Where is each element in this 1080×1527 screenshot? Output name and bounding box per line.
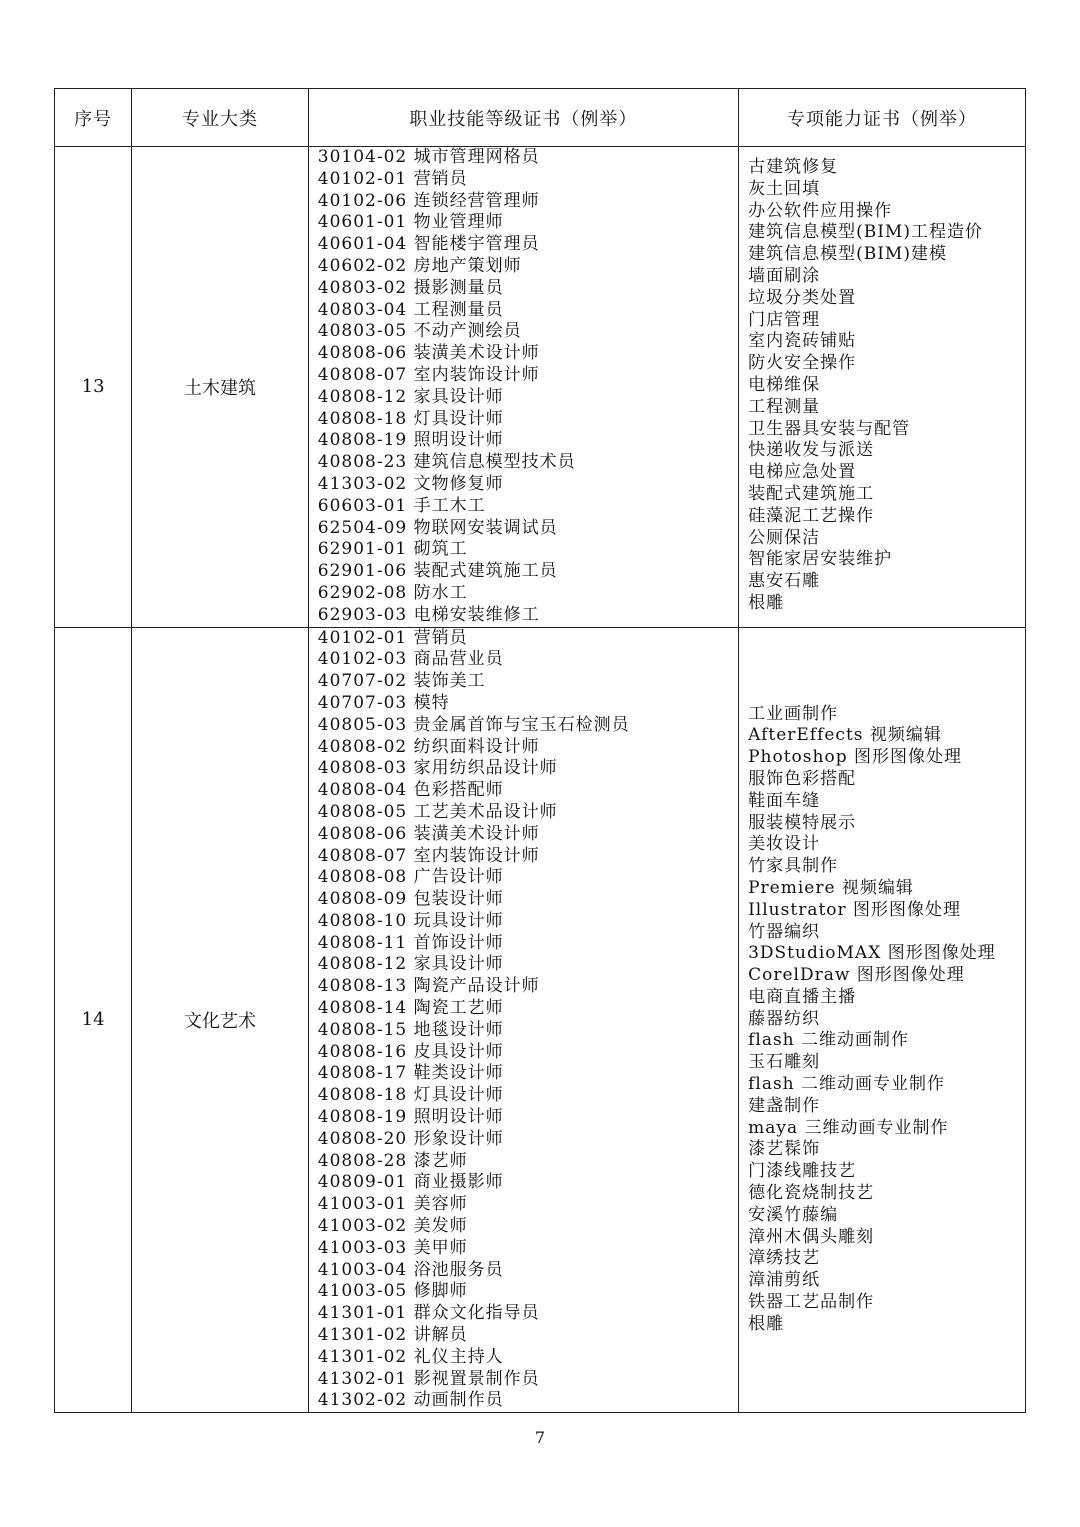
list-item: 40808-07 室内装饰设计师: [317, 845, 540, 866]
list-item: 电梯维保: [748, 374, 821, 395]
list-item: 建盏制作: [748, 1095, 821, 1116]
list-item: 40808-03 家用纺织品设计师: [317, 758, 558, 779]
list-item: 3DStudioMAX 图形图像处理: [748, 943, 996, 964]
list-item: 40602-02 房地产策划师: [317, 255, 522, 276]
list-item: Premiere 视频编辑: [748, 877, 914, 898]
list-item: 41003-01 美容师: [317, 1194, 468, 1215]
list-item: 40707-03 模特: [317, 692, 450, 713]
list-item: CorelDraw 图形图像处理: [748, 965, 965, 986]
list-item: 漳浦剪纸: [748, 1270, 821, 1291]
list-item: 40808-04 色彩搭配师: [317, 780, 504, 801]
list-item: 玉石雕刻: [748, 1052, 821, 1073]
list-item: 惠安石雕: [748, 571, 821, 592]
list-item: 40808-18 灯具设计师: [317, 1085, 504, 1106]
list-item: 62901-06 装配式建筑施工员: [317, 561, 558, 582]
list-item: 41003-05 修脚师: [317, 1281, 468, 1302]
list-item: 41302-01 影视置景制作员: [317, 1368, 540, 1389]
skill-cert-list: [309, 147, 738, 627]
list-item: 40808-12 家具设计师: [317, 386, 504, 407]
list-item: 工业画制作: [748, 703, 839, 724]
list-item: 40808-19 照明设计师: [317, 430, 504, 451]
list-item: 40803-05 不动产测绘员: [317, 321, 522, 342]
list-item: 41003-03 美甲师: [317, 1237, 468, 1258]
header-special-cert: 专项能力证书（例举）: [739, 89, 1026, 147]
list-item: 62901-01 砌筑工: [317, 539, 468, 560]
list-item: 40808-16 皮具设计师: [317, 1041, 504, 1062]
list-item: 40808-18 灯具设计师: [317, 408, 504, 429]
list-item: 铁器工艺品制作: [748, 1292, 875, 1313]
skill-cert-list: [309, 628, 738, 1413]
list-item: flash 二维动画制作: [748, 1030, 910, 1051]
list-item: 防火安全操作: [748, 353, 857, 374]
list-item: 工程测量: [748, 396, 821, 417]
row-category: 文化艺术: [132, 627, 309, 1413]
list-item: 41301-02 讲解员: [317, 1325, 468, 1346]
list-item: 62902-08 防水工: [317, 582, 468, 603]
list-item: 安溪竹藤编: [748, 1204, 839, 1225]
list-item: 德化瓷烧制技艺: [748, 1183, 875, 1204]
list-item: 根雕: [748, 1313, 785, 1334]
list-item: 公厕保洁: [748, 527, 821, 548]
list-item: 建筑信息模型(BIM)工程造价: [748, 222, 983, 243]
list-item: flash 二维动画专业制作: [748, 1074, 946, 1095]
list-item: 40803-04 工程测量员: [317, 299, 504, 320]
table-header-row: [55, 89, 1026, 147]
list-item: maya 三维动画专业制作: [748, 1117, 949, 1138]
header-category: 专业大类: [132, 89, 309, 147]
page-number: 7: [534, 1428, 546, 1447]
list-item: 灰土回填: [748, 178, 821, 199]
list-item: 门漆线雕技艺: [748, 1161, 857, 1182]
list-item: 装配式建筑施工: [748, 483, 875, 504]
list-item: 40808-10 玩具设计师: [317, 910, 504, 931]
list-item: 竹器编织: [748, 921, 821, 942]
list-item: 漆艺髹饰: [748, 1139, 821, 1160]
list-item: 美妆设计: [748, 834, 821, 855]
list-item: 62903-03 电梯安装维修工: [317, 604, 540, 625]
list-item: 62504-09 物联网安装调试员: [317, 517, 558, 538]
list-item: 鞋面车缝: [748, 790, 821, 811]
special-cert-list: [739, 147, 1025, 615]
list-item: 40808-08 广告设计师: [317, 867, 504, 888]
list-item: 41301-02 礼仪主持人: [317, 1346, 504, 1367]
list-item: 藤器纺织: [748, 1008, 821, 1029]
row-no: 14: [55, 627, 132, 1413]
list-item: 电梯应急处置: [748, 462, 857, 483]
row-category: 土木建筑: [132, 147, 309, 628]
list-item: 室内瓷砖铺贴: [748, 331, 857, 352]
list-item: 40805-03 贵金属首饰与宝玉石检测员: [317, 714, 630, 735]
list-item: 40601-01 物业管理师: [317, 212, 504, 233]
list-item: 40808-06 装潢美术设计师: [317, 823, 540, 844]
list-item: 40102-01 营销员: [317, 627, 468, 648]
list-item: 40808-02 纺织面料设计师: [317, 736, 540, 757]
list-item: 快递收发与派送: [748, 440, 875, 461]
list-item: 40808-15 地毯设计师: [317, 1019, 504, 1040]
list-item: 40808-12 家具设计师: [317, 954, 504, 975]
skill-cert-cell: [308, 147, 738, 628]
list-item: 41301-01 群众文化指导员: [317, 1303, 540, 1324]
header-no: 序号: [55, 89, 132, 147]
list-item: 卫生器具安装与配管: [748, 418, 911, 439]
list-item: 40102-06 连锁经营管理师: [317, 190, 540, 211]
certificate-table: [54, 88, 1026, 1413]
list-item: 40808-07 室内装饰设计师: [317, 364, 540, 385]
list-item: 服装模特展示: [748, 812, 857, 833]
list-item: 40808-09 包装设计师: [317, 889, 504, 910]
list-item: 41003-02 美发师: [317, 1216, 468, 1237]
table-row: [55, 627, 1026, 1413]
special-cert-cell: [739, 147, 1026, 628]
list-item: 40707-02 装饰美工: [317, 671, 486, 692]
list-item: 41302-02 动画制作员: [317, 1390, 504, 1411]
list-item: 41003-04 浴池服务员: [317, 1259, 504, 1280]
list-item: 墙面刷涂: [748, 265, 821, 286]
list-item: 41303-02 文物修复师: [317, 473, 504, 494]
list-item: 40808-28 漆艺师: [317, 1150, 468, 1171]
list-item: AfterEffects 视频编辑: [748, 725, 942, 746]
list-item: 漳州木偶头雕刻: [748, 1226, 875, 1247]
list-item: 40102-01 营销员: [317, 168, 468, 189]
list-item: 办公软件应用操作: [748, 200, 893, 221]
list-item: 40803-02 摄影测量员: [317, 277, 504, 298]
row-no: 13: [55, 147, 132, 628]
list-item: 40808-20 形象设计师: [317, 1128, 504, 1149]
list-item: 服饰色彩搭配: [748, 768, 857, 789]
list-item: 智能家居安装维护: [748, 549, 893, 570]
list-item: 漳绣技艺: [748, 1248, 821, 1269]
list-item: 电商直播主播: [748, 986, 857, 1007]
table-row: [55, 147, 1026, 628]
list-item: Photoshop 图形图像处理: [748, 747, 962, 768]
list-item: 建筑信息模型(BIM)建模: [748, 244, 947, 265]
list-item: 40808-17 鞋类设计师: [317, 1063, 504, 1084]
list-item: 40808-11 首饰设计师: [317, 932, 504, 953]
list-item: 60603-01 手工木工: [317, 495, 486, 516]
skill-cert-cell: [308, 627, 738, 1413]
list-item: 40808-13 陶瓷产品设计师: [317, 976, 540, 997]
special-cert-list: [739, 628, 1025, 1336]
list-item: 古建筑修复: [748, 157, 839, 177]
list-item: Illustrator 图形图像处理: [748, 899, 962, 920]
list-item: 40808-05 工艺美术品设计师: [317, 801, 558, 822]
list-item: 根雕: [748, 592, 785, 613]
header-skill-cert: 职业技能等级证书（例举）: [308, 89, 738, 147]
list-item: 竹家具制作: [748, 856, 839, 877]
list-item: 30104-02 城市管理网格员: [317, 147, 540, 167]
list-item: 40808-06 装潢美术设计师: [317, 343, 540, 364]
list-item: 40808-23 建筑信息模型技术员: [317, 452, 576, 473]
special-cert-cell: [739, 627, 1026, 1413]
list-item: 40102-03 商品营业员: [317, 649, 504, 670]
list-item: 40808-19 照明设计师: [317, 1107, 504, 1128]
list-item: 硅藻泥工艺操作: [748, 505, 875, 526]
list-item: 门店管理: [748, 309, 821, 330]
list-item: 垃圾分类处置: [748, 287, 857, 308]
list-item: 40601-04 智能楼宇管理员: [317, 234, 540, 255]
list-item: 40808-14 陶瓷工艺师: [317, 998, 504, 1019]
list-item: 40809-01 商业摄影师: [317, 1172, 504, 1193]
